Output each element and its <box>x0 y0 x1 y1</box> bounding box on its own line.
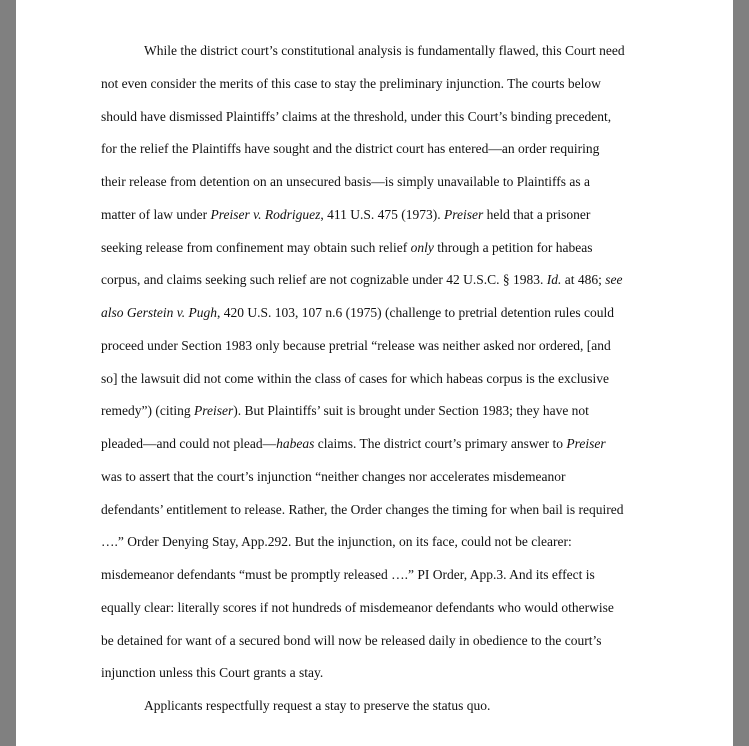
text-line-3 <box>101 109 611 125</box>
text-line-4 <box>101 141 599 157</box>
text-line-8 <box>101 272 623 288</box>
case-citation: Preiser <box>193 403 234 418</box>
text-segment: their release from detention on an unsecured basis—is simply unavailable to Plaintiffs as a <box>101 174 590 189</box>
text-segment: remedy”) (citing <box>101 403 194 418</box>
text-line-17 <box>101 567 595 583</box>
text-segment: injunction unless this Court grants a stay. <box>101 665 324 680</box>
text-line-19 <box>101 633 601 649</box>
text-line-9 <box>101 305 614 321</box>
text-segment: claims. The district court’s primary answer to <box>314 436 567 451</box>
text-segment: be detained for want of a secured bond will now be released daily in obedience to the court’s <box>101 633 602 648</box>
document-page <box>16 0 733 746</box>
text-segment: ). But Plaintiffs’ suit is brought under Section 1983; they have not <box>233 403 589 418</box>
text-line-10 <box>101 338 611 354</box>
text-segment: , 411 U.S. 475 (1973). <box>320 207 444 222</box>
text-line-13 <box>101 436 606 452</box>
emphasis: habeas <box>276 436 315 451</box>
text-segment: pleaded—and could not plead— <box>101 436 277 451</box>
case-citation: also Gerstein v. Pugh <box>101 305 217 320</box>
citation-signal: see <box>605 272 623 287</box>
text-segment: was to assert that the court’s injunction “neither changes nor accelerates misdemeanor <box>101 469 566 484</box>
text-segment: seeking release from confinement may obtain such relief <box>101 240 411 255</box>
text-segment: Applicants respectfully request a stay to preserve the status quo. <box>144 698 491 713</box>
text-line-5 <box>101 174 590 190</box>
case-citation: Preiser v. Rodriguez <box>210 207 321 222</box>
text-line-11 <box>101 371 609 387</box>
text-line-12 <box>101 403 589 419</box>
text-line-14 <box>101 469 565 485</box>
text-segment: at 486; <box>561 272 606 287</box>
text-segment: equally clear: literally scores if not hundreds of misdemeanor defendants who would otherwise <box>101 600 614 615</box>
text-line-20 <box>101 665 323 681</box>
text-line-18 <box>101 600 614 616</box>
text-segment: not even consider the merits of this case to stay the preliminary injunction. The courts below <box>101 76 601 91</box>
text-segment: through a petition for habeas <box>433 240 593 255</box>
text-segment: misdemeanor defendants “must be promptly released ….” PI Order, App.3. And its effect is <box>101 567 595 582</box>
text-segment: proceed under Section 1983 only because pretrial “release was neither asked nor ordered, [and <box>101 338 611 353</box>
text-line-1 <box>144 43 625 59</box>
text-segment: defendants’ entitlement to release. Rather, the Order changes the timing for when bail is required <box>101 502 624 517</box>
citation-signal: Id. <box>546 272 562 287</box>
text-segment: should have dismissed Plaintiffs’ claims at the threshold, under this Court’s binding precedent, <box>101 109 612 124</box>
text-line-6 <box>101 207 590 223</box>
emphasis: only <box>410 240 434 255</box>
text-segment: corpus, and claims seeking such relief are not cognizable under 42 U.S.C. § 1983. <box>101 272 547 287</box>
text-segment: so] the lawsuit did not come within the class of cases for which habeas corpus is the exclusive <box>101 371 609 386</box>
case-citation: Preiser <box>443 207 484 222</box>
text-segment: , 420 U.S. 103, 107 n.6 (1975) (challenge to pretrial detention rules could <box>216 305 615 320</box>
text-line-2 <box>101 76 601 92</box>
case-citation: Preiser <box>566 436 606 451</box>
text-segment: While the district court’s constitutional analysis is fundamentally flawed, this Court need <box>144 43 625 58</box>
text-segment: matter of law under <box>101 207 211 222</box>
text-line-21 <box>144 698 490 714</box>
text-line-7 <box>101 240 592 256</box>
text-segment: ….” Order Denying Stay, App.292. But the injunction, on its face, could not be clearer: <box>101 534 572 549</box>
text-segment: held that a prisoner <box>483 207 591 222</box>
text-line-16 <box>101 534 572 550</box>
text-segment: for the relief the Plaintiffs have sought and the district court has entered—an order requiring <box>101 141 600 156</box>
text-line-15 <box>101 502 624 518</box>
